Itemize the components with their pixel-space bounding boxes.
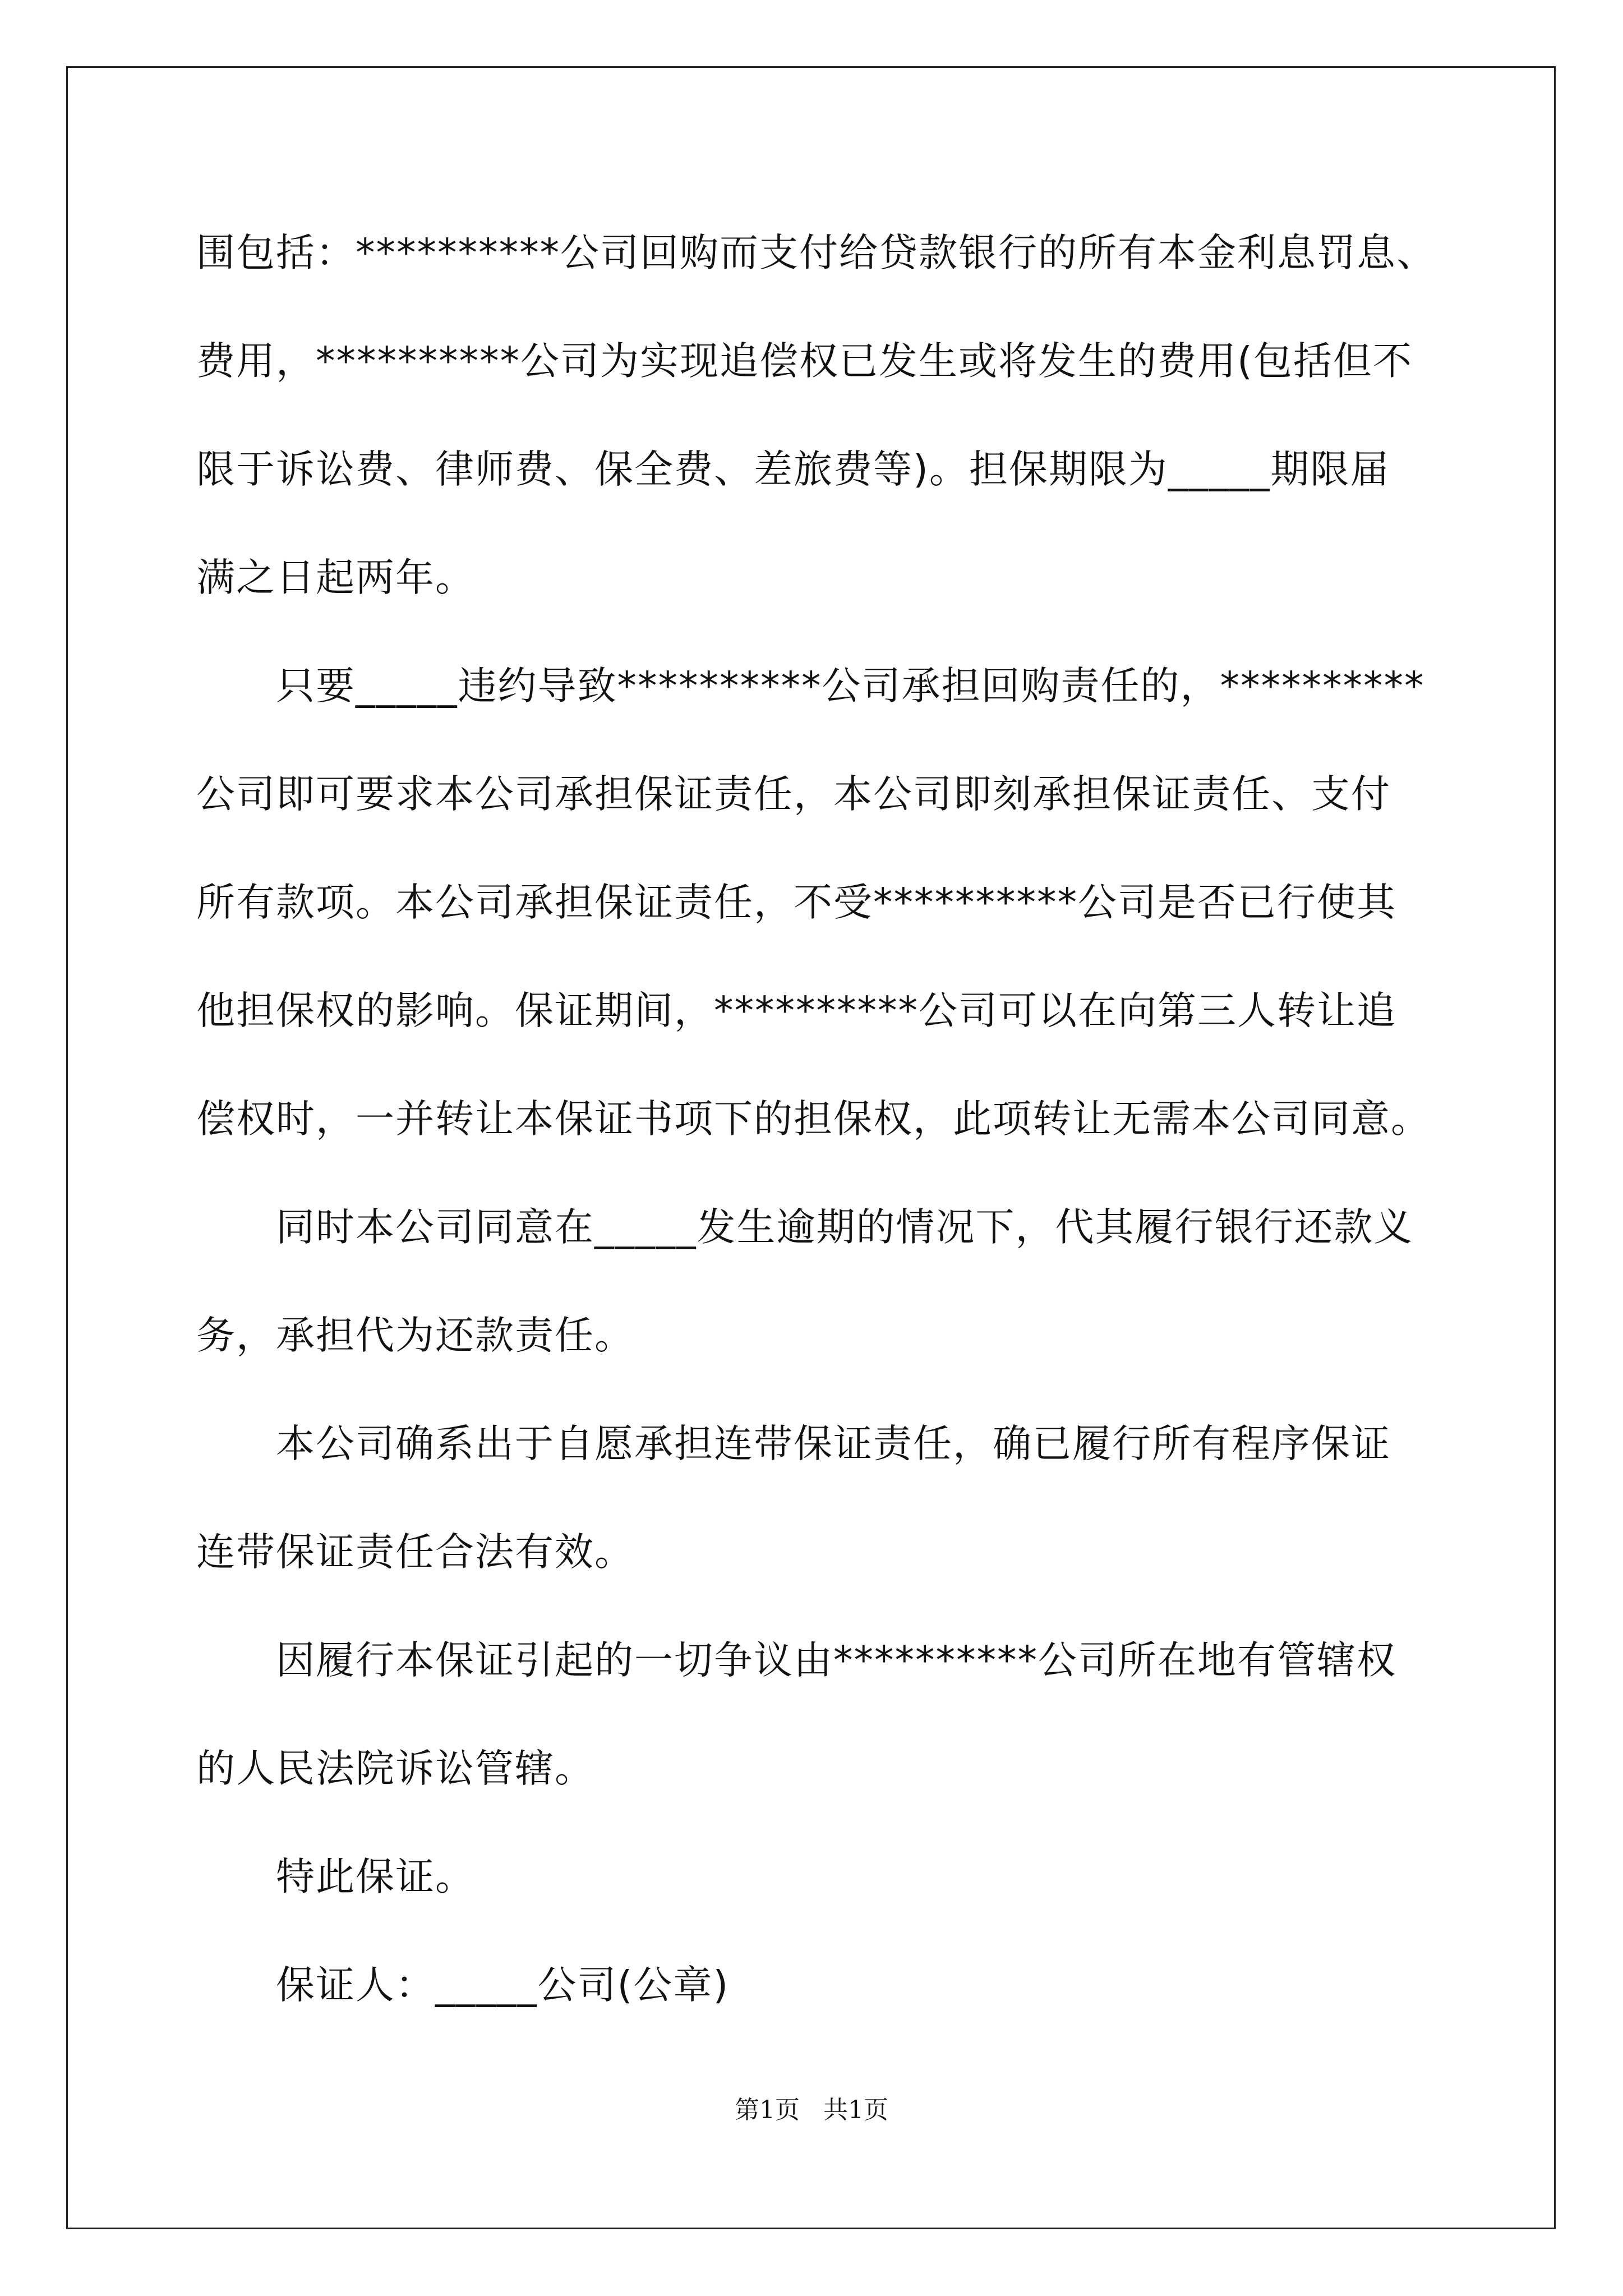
text-line: 因履行本保证引起的一切争议由**********公司所在地有管辖权 — [196, 1638, 1396, 1683]
text-line: 他担保权的影响。保证期间，**********公司可以在向第三人转让追 — [196, 988, 1396, 1033]
text-line: 满之日起两年。 — [196, 555, 475, 600]
text-line: 只要_____违约导致**********公司承担回购责任的，********** — [196, 664, 1425, 708]
text-line: 限于诉讼费、律师费、保全费、差旅费等)。担保期限为_____期限届 — [196, 447, 1390, 492]
text-line: 务，承担代为还款责任。 — [196, 1313, 634, 1358]
text-line: 特此保证。 — [196, 1855, 475, 1899]
text-line: 保证人：_____公司(公章) — [196, 1963, 730, 2008]
text-line: 偿权时，一并转让本保证书项下的担保权，此项转让无需本公司同意。 — [196, 1097, 1431, 1142]
text-line: 连带保证责任合法有效。 — [196, 1530, 634, 1575]
text-line: 所有款项。本公司承担保证责任，不受**********公司是否已行使其 — [196, 880, 1396, 925]
text-line: 本公司确系出于自愿承担连带保证责任，确已履行所有程序保证 — [196, 1421, 1391, 1466]
page-footer — [0, 2090, 1623, 2125]
text-line: 同时本公司同意在_____发生逾期的情况下，代其履行银行还款义 — [196, 1205, 1414, 1250]
page-number: 第1页 — [735, 2096, 800, 2124]
text-line: 费用，**********公司为实现追偿权已发生或将发生的费用(包括但不 — [196, 339, 1413, 384]
text-line: 的人民法院诉讼管辖。 — [196, 1746, 594, 1791]
text-line: 公司即可要求本公司承担保证责任，本公司即刻承担保证责任、支付 — [196, 772, 1391, 817]
page-total: 共1页 — [823, 2096, 888, 2124]
document-body — [196, 199, 1436, 2040]
text-line: 围包括：**********公司回购而支付给贷款银行的所有本金利息罚息、 — [196, 231, 1436, 275]
